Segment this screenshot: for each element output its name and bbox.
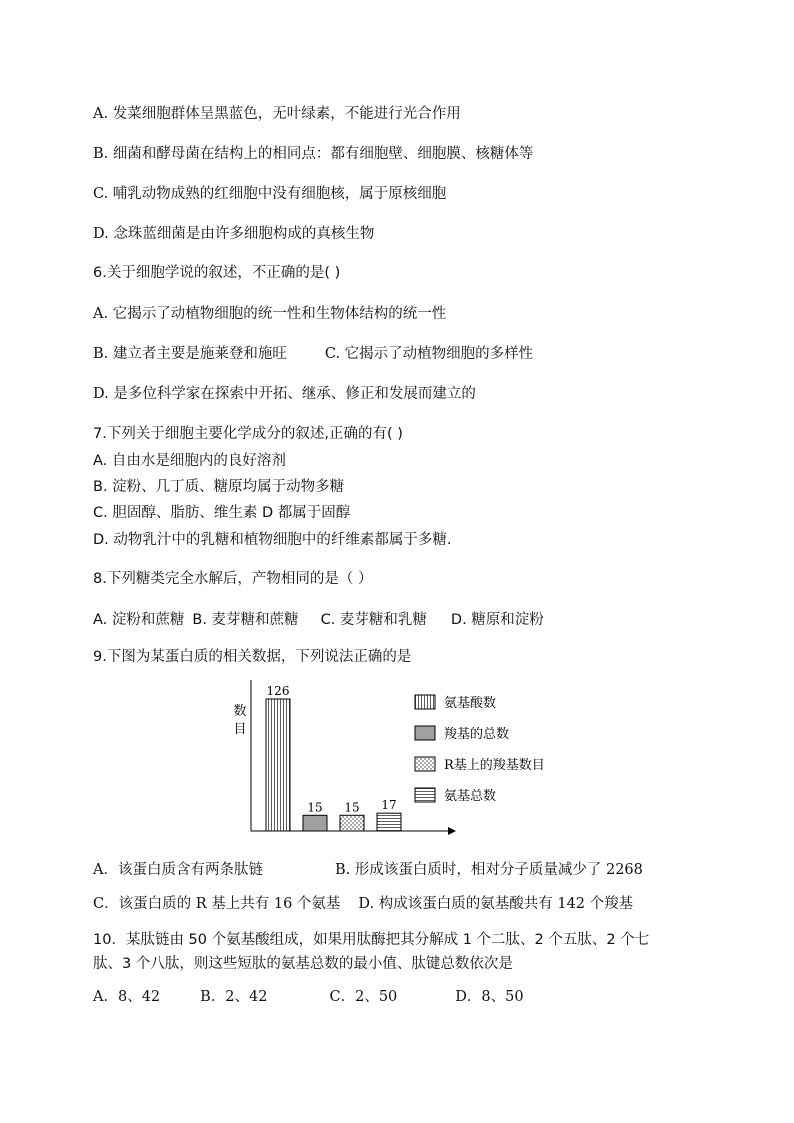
bar-value-label-2: 15 [307,800,323,815]
legend-label-1: 氨基酸数 [444,696,497,711]
q10-option-b: B．2、42 [200,989,268,1005]
bar-2 [303,815,327,831]
q6-option-c: C. 它揭示了动植物细胞的多样性 [324,346,534,362]
bar-value-label-1: 126 [266,684,290,698]
q10-option-d: D．8、50 [455,989,524,1005]
q6-option-bc [93,342,533,363]
q7-option-a: A. 自由水是细胞内的良好溶剂 [93,453,286,469]
q10-option-c: C．2、50 [329,989,398,1005]
bar-value-label-3: 15 [344,800,360,815]
q6-stem: 6.关于细胞学说的叙述，不正确的是( ) [93,265,341,281]
q7-stem: 7.下列关于细胞主要化学成分的叙述,正确的有( ) [93,426,403,442]
q5-option-c: C. 哺乳动物成熟的红细胞中没有细胞核，属于原核细胞 [93,186,447,202]
q10-stem-line-1: 10．某肽链由 50 个氨基酸组成，如果用肽酶把其分解成 1 个二肽、2 个五肽、2 个七 [93,932,650,948]
legend-label-4: 氨基总数 [444,789,497,804]
q9-option-b: B. 形成该蛋白质时，相对分子质量减少了 2268 [334,862,643,878]
q8-option-c: C. 麦芽糖和乳糖 [320,612,427,628]
legend-swatch-2 [415,726,435,740]
q9-options-ab [93,858,643,879]
q6-option-d: D. 是多位科学家在探索中开拓、继承、修正和发展而建立的 [93,386,476,402]
protein-data-chart [222,676,545,842]
q7-option-d: D. 动物乳汁中的乳糖和植物细胞中的纤维素都属于多糖. [93,532,452,548]
bar-1 [266,699,290,831]
legend-label-3: R基上的羧基数目 [444,758,545,773]
y-axis-label-1: 数 [233,704,247,719]
q8-option-b: B. 麦芽糖和蔗糖 [192,612,299,628]
legend-swatch-4 [415,788,435,802]
q8-option-a: A. 淀粉和蔗糖 [93,612,185,628]
bar-4 [377,813,401,831]
q9-options-cd [93,892,633,913]
legend-label-2: 羧基的总数 [444,727,510,742]
q10-stem-line-2: 肽、3 个八肽，则这些短肽的氨基总数的最小值、肽键总数依次是 [93,956,513,972]
q9-option-c: C．该蛋白质的 R 基上共有 16 个氨基 [93,896,341,912]
legend-swatch-1 [415,695,435,709]
q10-options [93,985,524,1006]
bar-value-label-4: 17 [381,798,397,813]
q9-option-a: A．该蛋白质含有两条肽链 [93,862,263,878]
legend-swatch-3 [415,757,435,771]
q9-stem: 9.下图为某蛋白质的相关数据，下列说法正确的是 [93,649,412,665]
q5-option-b: B. 细菌和酵母菌在结构上的相同点：都有细胞壁、细胞膜、核糖体等 [93,146,534,162]
q6-option-b: B. 建立者主要是施莱登和施旺 [93,346,287,362]
q6-option-a: A. 它揭示了动植物细胞的统一性和生物体结构的统一性 [93,306,447,322]
x-axis-arrow [448,827,456,835]
q8-options [93,608,544,629]
q5-option-a: A. 发菜细胞群体呈黑蓝色，无叶绿素，不能进行光合作用 [93,106,461,122]
q8-option-d: D. 糖原和淀粉 [450,612,544,628]
bar-3 [340,815,364,831]
q7-option-b: B. 淀粉、几丁质、糖原均属于动物多糖 [93,479,345,495]
q10-option-a: A．8、42 [93,989,161,1005]
q8-stem: 8.下列糖类完全水解后，产物相同的是（ ） [93,571,373,587]
q7-option-c: C. 胆固醇、脂肪、维生素 D 都属于固醇 [93,505,351,521]
q5-option-d: D. 念珠蓝细菌是由许多细胞构成的真核生物 [93,226,375,242]
q9-option-d: D. 构成该蛋白质的氨基酸共有 142 个羧基 [358,896,634,912]
y-axis-label-2: 目 [233,722,247,737]
